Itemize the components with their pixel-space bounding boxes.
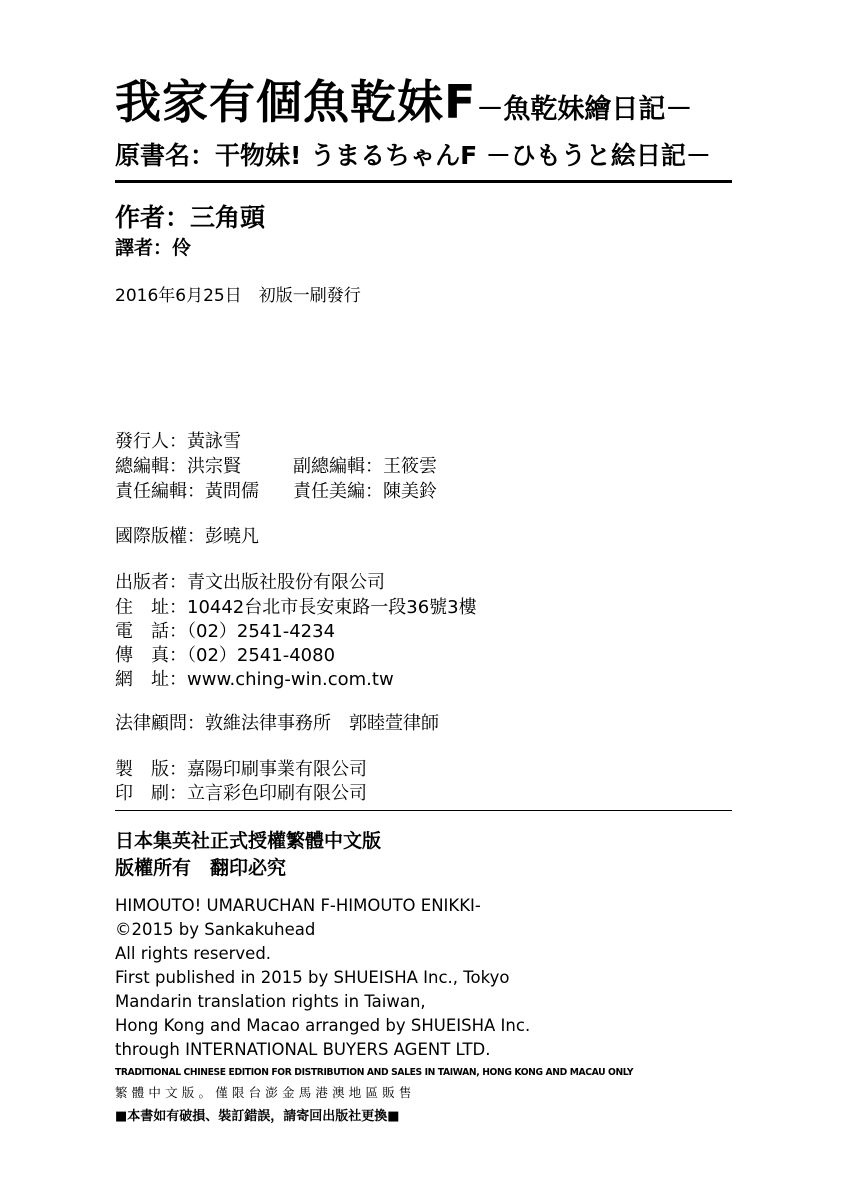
publisher-person: 發行人：黃詠雪 [115,431,241,452]
edition-note-chinese: 繁體中文版。僅限台澎金馬港澳地區販售 [115,1085,416,1100]
website: 網 址：www.ching-win.com.tw [115,669,394,690]
book-title-main: 我家有個魚乾妹F [115,75,477,129]
edition-note-english: TRADITIONAL CHINESE EDITION FOR DISTRIBUTION AND SALES IN TAIWAN, HONG KONG AND MACAU ONLY [115,1067,634,1078]
translator: 譯者：伶 [115,237,192,259]
english-line: through INTERNATIONAL BUYERS AGENT LTD. [115,1040,491,1059]
rights-divider [115,810,732,811]
license-statement: 日本集英社正式授權繁體中文版 [115,830,382,852]
damage-return-notice: ■本書如有破損、裝訂錯誤，請寄回出版社更換■ [115,1109,400,1124]
responsible-editor: 責任編輯：黃問儒 [115,481,259,502]
publisher: 出版者：青文出版社股份有限公司 [115,572,385,593]
english-line: ©2015 by Sankakuhead [115,920,316,939]
phone: 電 話：（02）2541-4234 [115,621,336,642]
original-title: 原書名：干物妹! うまるちゃんF －ひもうと絵日記－ [115,141,711,170]
editor-in-chief: 總編輯：洪宗賢 [115,456,241,477]
printer: 印 刷：立言彩色印刷有限公司 [115,783,367,804]
book-subtitle: －魚乾妹繪日記－ [476,94,693,125]
responsible-art-editor: 責任美編：陳美鈴 [293,481,437,502]
international-rights: 國際版權：彭曉凡 [115,526,259,547]
english-line: All rights reserved. [115,944,272,963]
fax: 傳 真：（02）2541-4080 [115,645,336,666]
english-line: HIMOUTO! UMARUCHAN F-HIMOUTO ENIKKI- [115,896,481,915]
address: 住 址：10442台北市長安東路一段36號3樓 [115,597,477,618]
english-line: First published in 2015 by SHUEISHA Inc., Tokyo [115,968,510,987]
deputy-editor: 副總編輯：王筱雲 [293,456,437,477]
plate-maker: 製 版：嘉陽印刷事業有限公司 [115,759,367,780]
publish-date: 2016年6月25日 初版一刷發行 [115,286,361,306]
author: 作者：三角頭 [115,203,266,232]
book-title [115,72,692,140]
title-divider [115,180,732,183]
english-line: Mandarin translation rights in Taiwan, [115,992,426,1011]
rights-reserved: 版權所有 翻印必究 [115,857,287,879]
english-line: Hong Kong and Macao arranged by SHUEISHA Inc. [115,1016,531,1035]
legal-advisor: 法律顧問：敦維法律事務所 郭睦萱律師 [115,713,439,734]
